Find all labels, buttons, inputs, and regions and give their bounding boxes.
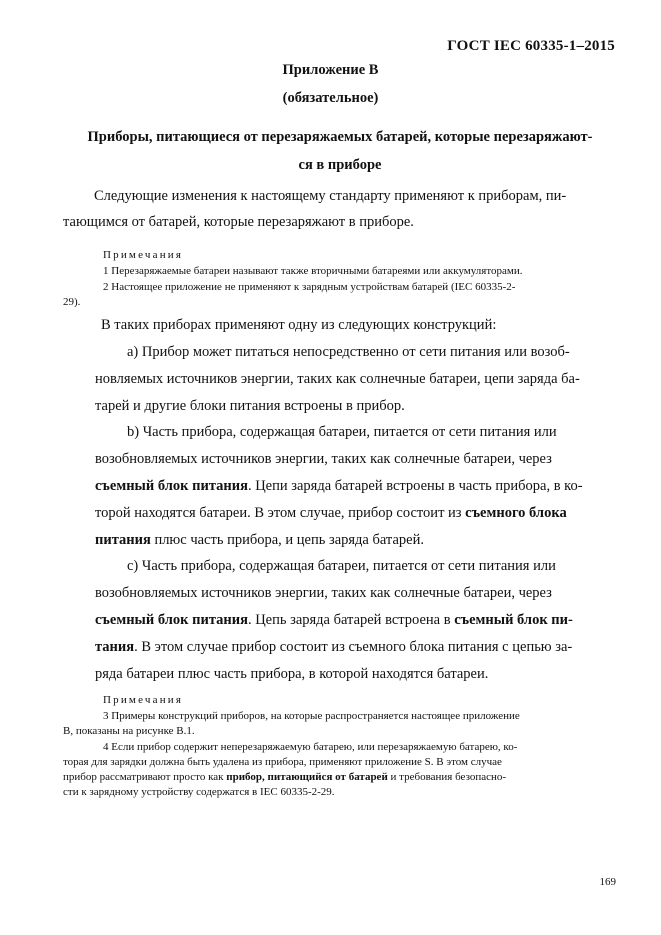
item-c-line-5: ряда батареи плюс часть прибора, в которой находятся батареи.: [95, 666, 489, 682]
bold-term: съемного блока: [465, 505, 567, 521]
section-title: [60, 123, 620, 179]
annex-title: Приложение B: [282, 62, 379, 78]
note-4-line-1: 4 Если прибор содержит неперезаряжаемую батарею, или перезаряжаемую батарею, ко-: [103, 741, 518, 753]
intro-line-1: Следующие изменения к настоящему стандарту применяют к приборам, пи-: [94, 188, 567, 204]
page-number: 169: [599, 876, 616, 888]
note-4-line-4: сти к зарядному устройству содержатся в IEC 60335-2-29.: [63, 786, 335, 798]
item-b-line-4-pre: торой находятся батареи. В этом случае, прибор состоит из: [95, 505, 466, 521]
note-3-line-2: B, показаны на рисунке B.1.: [63, 725, 195, 737]
item-b-line-5-rest: плюс часть прибора, и цепь заряда батарей.: [150, 532, 424, 548]
bold-term: съемный блок питания: [95, 612, 248, 628]
notes-heading-2: Примечания: [103, 694, 184, 706]
item-a-line-2: новляемых источников энергии, таких как солнечные батареи, цепи заряда ба-: [95, 371, 580, 387]
item-b-line-4: [95, 505, 567, 522]
note-1: 1 Перезаряжаемые батареи называют также вторичными батареями или аккумуляторами.: [103, 265, 523, 277]
item-a-line-1: a) Прибор может питаться непосредственно от сети питания или возоб-: [127, 344, 570, 360]
section-title-line-2: ся в приборе: [298, 157, 382, 173]
note-4-line-3: [63, 771, 506, 783]
item-b-line-3: [95, 478, 583, 495]
item-c-line-4-rest: . В этом случае прибор состоит из съемного блока питания с цепью за-: [134, 639, 573, 655]
note-3-line-1: 3 Примеры конструкций приборов, на которые распространяется настоящее приложение: [103, 710, 520, 722]
item-c-line-2: возобновляемых источников энергии, таких как солнечные батареи, через: [95, 585, 552, 601]
bold-term: съемный блок пи-: [454, 612, 573, 628]
notes-heading-1: Примечания: [103, 249, 184, 261]
item-c-line-3: [95, 612, 573, 629]
bold-term: прибор, питающийся от батарей: [226, 771, 388, 783]
item-b-line-3-rest: . Цепи заряда батарей встроены в часть прибора, в ко-: [247, 478, 583, 494]
item-a-line-3: тарей и другие блоки питания встроены в прибор.: [95, 398, 405, 414]
body-lead: В таких приборах применяют одну из следующих конструкций:: [101, 317, 497, 333]
note-4-line-3-rest: и требования безопасно-: [387, 771, 507, 783]
bold-term: тания: [95, 639, 135, 655]
intro-line-2: тающимся от батарей, которые перезаряжают в приборе.: [63, 214, 414, 230]
note-2-line-2: 29).: [63, 296, 81, 308]
item-b-line-5: [95, 532, 424, 549]
note-4-line-2: торая для зарядки должна быть удалена из прибора, применяют приложение S. В этом случае: [63, 756, 502, 768]
section-title-line-1: Приборы, питающиеся от перезаряжаемых батарей, которые перезаряжают-: [87, 129, 593, 145]
item-c-line-3-mid: . Цепь заряда батарей встроена в: [247, 612, 455, 628]
note-4-line-3-pre: прибор рассматривают просто как: [63, 771, 227, 783]
note-2-line-1: 2 Настоящее приложение не применяют к зарядным устройствам батарей (IEC 60335-2-: [103, 281, 516, 293]
item-b-line-2: возобновляемых источников энергии, таких как солнечные батареи, через: [95, 451, 552, 467]
bold-term: съемный блок питания: [95, 478, 248, 494]
item-b-line-1: b) Часть прибора, содержащая батареи, питается от сети питания или: [127, 424, 557, 440]
item-c-line-4: [95, 639, 572, 656]
bold-term: питания: [95, 532, 151, 548]
annex-status: (обязательное): [282, 90, 379, 106]
standard-header: ГОСТ IEC 60335-1–2015: [447, 38, 615, 54]
item-c-line-1: c) Часть прибора, содержащая батареи, питается от сети питания или: [127, 558, 556, 574]
